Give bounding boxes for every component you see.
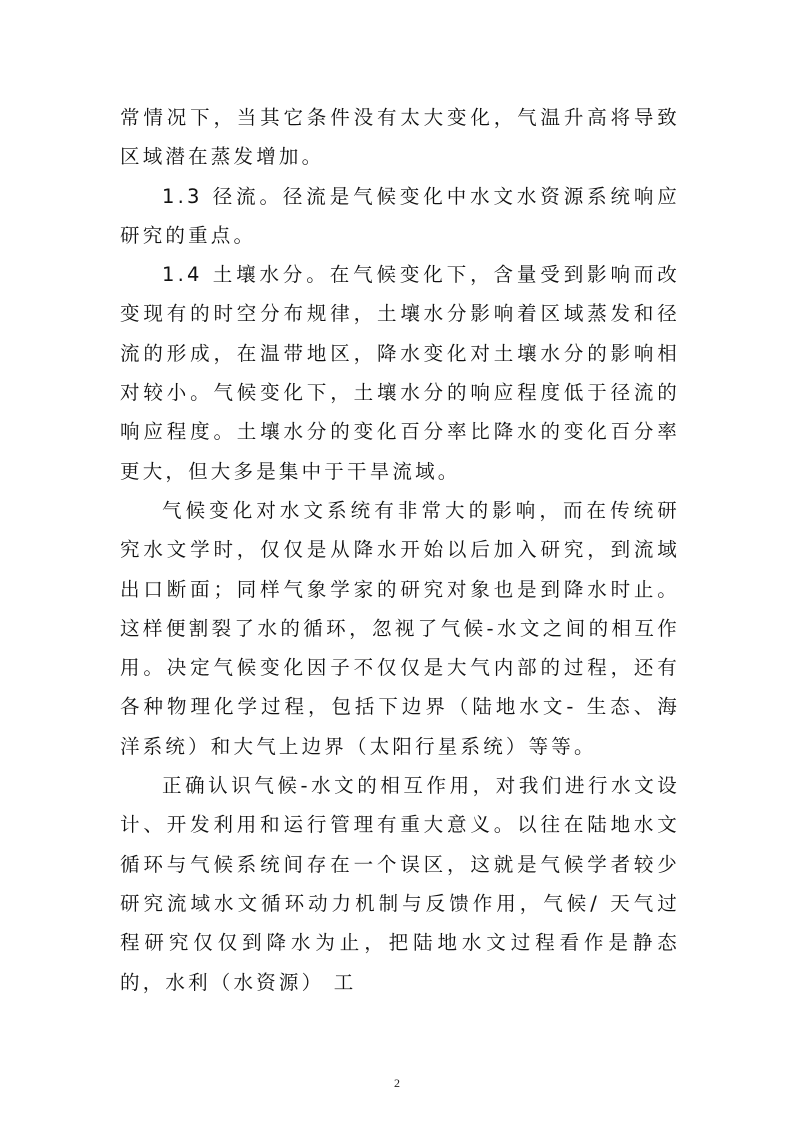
paragraph-climate-hydrology-interaction: 正确认识气候-水文的相互作用，对我们进行水文设计、开发利用和运行管理有重大意义。以往在陆地水文循环与气候系统间存在一个误区，这就是气候学者较少研究流域水文循环动力机制与反馈作用，气候/ 天气过程研究仅仅到降水为止，把陆地水文过程看作是静态的，水利（水资源） 工 (120, 774, 680, 994)
body-text (120, 98, 680, 1002)
paragraph-hydrologic-system: 气候变化对水文系统有非常大的影响，而在传统研究水文学时，仅仅是从降水开始以后加入研究，到流域出口断面；同样气象学家的研究对象也是到降水时止。这样便割裂了水的循环，忽视了气候-水文之间的相互作用。决定气候变化因子不仅仅是大气内部的过程，还有各种物理化学过程，包括下边界（陆地水文- 生态、海洋系统）和大气上边界（太阳行星系统）等等。 (120, 498, 680, 758)
page-number: 2 (394, 1076, 400, 1090)
paragraph-continuation: 常情况下，当其它条件没有太大变化，气温升高将导致区域潜在蒸发增加。 (120, 106, 680, 169)
paragraph-runoff: 1.3 径流。径流是气候变化中水文水资源系统响应研究的重点。 (120, 184, 680, 247)
paragraph-soil-moisture: 1.4 土壤水分。在气候变化下，含量受到影响而改变现有的时空分布规律，土壤水分影响着区域蒸发和径流的形成，在温带地区，降水变化对土壤水分的影响相对较小。气候变化下，土壤水分的响应程度低于径流的响应程度。土壤水分的变化百分率比降水的变化百分率更大，但大多是集中于干旱流域。 (120, 263, 680, 483)
